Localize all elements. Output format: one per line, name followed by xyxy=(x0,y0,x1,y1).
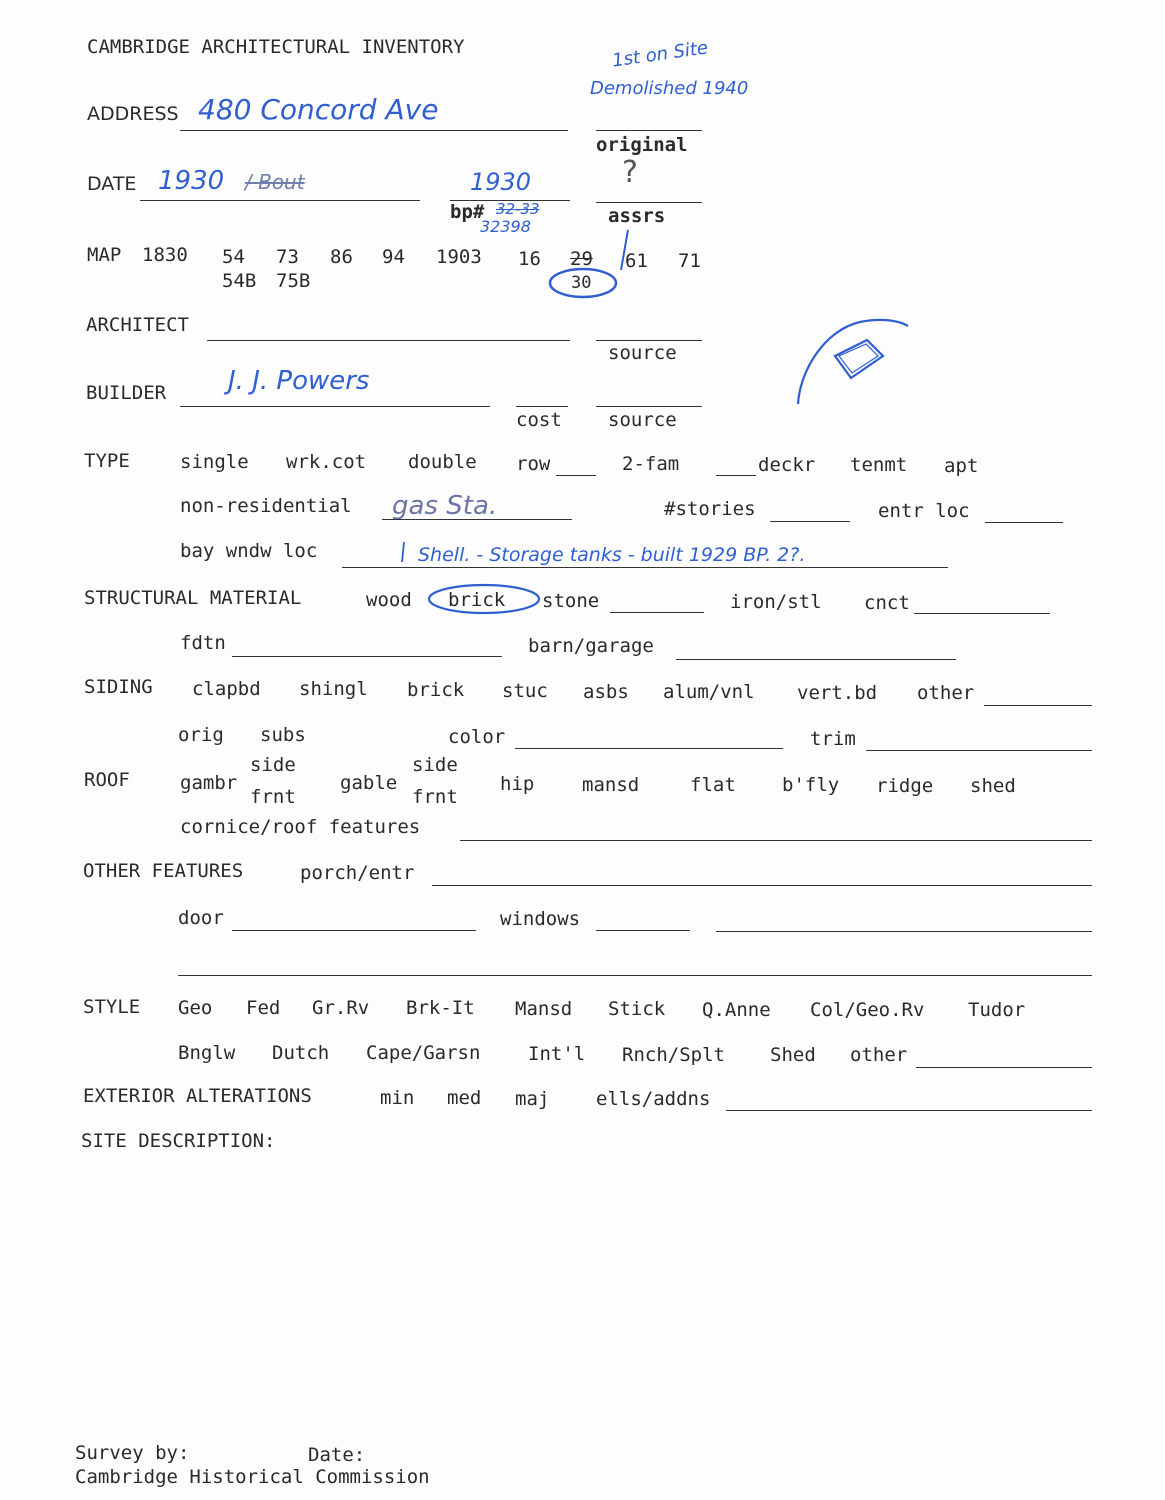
type-apt: apt xyxy=(944,455,979,477)
diamond-mark xyxy=(835,340,883,378)
form-title: CAMBRIDGE ARCHITECTURAL INVENTORY xyxy=(87,36,465,58)
label-subs: subs xyxy=(260,724,306,746)
label-original: original xyxy=(596,134,688,156)
map-75b: 75B xyxy=(276,270,311,292)
style-brk-it: Brk-It xyxy=(406,997,475,1019)
label-non-residential: non-residential xyxy=(180,495,352,517)
label-address: ADDRESS xyxy=(87,103,179,125)
style-cape-garsn: Cape/Garsn xyxy=(366,1042,481,1064)
roof-gable-frnt: frnt xyxy=(412,786,458,808)
type-single: single xyxy=(180,451,249,473)
roof-gable-side: side xyxy=(412,754,458,776)
map-54b: 54B xyxy=(222,270,257,292)
style-shed: Shed xyxy=(770,1044,816,1066)
style-q-anne: Q.Anne xyxy=(702,999,771,1021)
label-orig: orig xyxy=(178,724,224,746)
label-structural-material: STRUCTURAL MATERIAL xyxy=(84,587,302,609)
siding-brick: brick xyxy=(407,679,465,701)
type-tenmt: tenmt xyxy=(850,454,908,476)
label-cost: cost xyxy=(516,409,562,431)
style-fed: Fed xyxy=(246,997,281,1019)
label-door: door xyxy=(178,907,224,929)
struct-stone: stone xyxy=(542,590,600,612)
style-tudor: Tudor xyxy=(968,999,1026,1021)
roof-bfly: b'fly xyxy=(782,774,840,796)
style-stick: Stick xyxy=(608,998,666,1020)
alt-min: min xyxy=(380,1087,415,1109)
struct-wood: wood xyxy=(366,589,412,611)
roof-gambr: gambr xyxy=(180,772,238,794)
label-architect: ARCHITECT xyxy=(86,314,189,336)
map-1830: 1830 xyxy=(142,244,188,266)
siding-alum-vnl: alum/vnl xyxy=(663,681,755,703)
label-builder-source: source xyxy=(608,409,677,431)
bay-note: Shell. - Storage tanks - built 1929 BP. 2?. xyxy=(418,544,806,566)
bp-year: 1930 xyxy=(470,168,532,196)
map-86: 86 xyxy=(330,246,353,268)
label-entr-loc: entr loc xyxy=(878,500,970,522)
label-bp: bp# xyxy=(450,201,485,223)
label-roof: ROOF xyxy=(84,769,130,791)
type-wrk-cot: wrk.cot xyxy=(286,451,367,473)
roof-gambr-frnt: frnt xyxy=(250,786,296,808)
siding-stuc: stuc xyxy=(502,680,548,702)
style-col-geo-rv: Col/Geo.Rv xyxy=(810,999,925,1021)
siding-clapbd: clapbd xyxy=(192,678,261,700)
siding-asbs: asbs xyxy=(583,681,629,703)
label-survey-date: Date: xyxy=(308,1444,366,1466)
label-ells: ells/addns xyxy=(596,1088,711,1110)
struct-iron-stl: iron/stl xyxy=(730,591,822,613)
bp-number: 32398 xyxy=(480,217,531,236)
struct-cnct: cnct xyxy=(864,592,910,614)
alt-med: med xyxy=(447,1087,482,1109)
struct-brick: brick xyxy=(448,589,506,611)
date-struck: / Bout xyxy=(245,170,305,194)
label-type: TYPE xyxy=(84,450,130,472)
roof-shed: shed xyxy=(970,775,1016,797)
label-porch: porch/entr xyxy=(300,862,415,884)
roof-ridge: ridge xyxy=(876,775,934,797)
style-intl: Int'l xyxy=(528,1043,586,1065)
date-value: 1930 xyxy=(158,166,225,196)
roof-hip: hip xyxy=(500,773,535,795)
label-assrs: assrs xyxy=(608,205,666,227)
style-geo: Geo xyxy=(178,997,213,1019)
type-row: row xyxy=(516,453,551,475)
label-style: STYLE xyxy=(83,996,141,1018)
label-builder: BUILDER xyxy=(86,382,167,404)
style-rnch-splt: Rnch/Splt xyxy=(622,1044,725,1066)
label-other-features: OTHER FEATURES xyxy=(83,860,244,882)
address-value: 480 Concord Ave xyxy=(198,93,439,126)
roof-mansd: mansd xyxy=(582,774,640,796)
style-bnglw: Bnglw xyxy=(178,1042,236,1064)
label-survey-by: Survey by: xyxy=(75,1442,190,1464)
label-fdtn: fdtn xyxy=(180,632,226,654)
map-circle-mark xyxy=(550,269,616,297)
map-29: 29 xyxy=(570,248,593,270)
label-commission: Cambridge Historical Commission xyxy=(75,1466,430,1488)
type-2-fam: 2-fam xyxy=(622,453,680,475)
label-map: MAP xyxy=(87,244,122,266)
label-color: color xyxy=(448,726,506,748)
map-1903: 1903 xyxy=(436,246,482,268)
assrs-connector-mark xyxy=(621,230,628,270)
note-demolished: Demolished 1940 xyxy=(590,78,749,99)
label-date: DATE xyxy=(87,173,137,195)
roof-gambr-side: side xyxy=(250,754,296,776)
label-trim: trim xyxy=(810,728,856,750)
siding-other: other xyxy=(917,682,975,704)
label-cornice: cornice/roof features xyxy=(180,816,421,838)
map-16: 16 xyxy=(518,248,541,270)
map-94: 94 xyxy=(382,246,405,268)
siding-vert-bd: vert.bd xyxy=(797,682,878,704)
label-exterior-alterations: EXTERIOR ALTERATIONS xyxy=(83,1085,312,1107)
roof-gable: gable xyxy=(340,772,398,794)
style-gr-rv: Gr.Rv xyxy=(312,997,370,1019)
map-circled-30: 30 xyxy=(571,273,592,293)
label-bay-wndw-loc: bay wndw loc xyxy=(180,540,318,562)
style-other: other xyxy=(850,1044,908,1066)
map-54: 54 xyxy=(222,246,245,268)
map-61: 61 xyxy=(625,250,648,272)
brick-circle-mark xyxy=(429,585,539,613)
alt-maj: maj xyxy=(515,1088,550,1110)
map-71: 71 xyxy=(678,250,701,272)
style-dutch: Dutch xyxy=(272,1042,330,1064)
builder-value: J. J. Powers xyxy=(228,366,370,396)
map-73: 73 xyxy=(276,246,299,268)
label-stories: #stories xyxy=(664,498,756,520)
bp-struck: 32-33 xyxy=(496,200,540,218)
label-barn-garage: barn/garage xyxy=(528,635,654,657)
label-siding: SIDING xyxy=(84,676,153,698)
assrs-mark: ? xyxy=(622,155,638,190)
label-architect-source: source xyxy=(608,342,677,364)
type-double: double xyxy=(408,451,477,473)
label-site-description: SITE DESCRIPTION: xyxy=(81,1130,276,1152)
roof-flat: flat xyxy=(690,774,736,796)
siding-shingl: shingl xyxy=(299,678,368,700)
type-deckr: deckr xyxy=(758,454,816,476)
note-first-on-site: 1st on Site xyxy=(610,37,710,72)
label-windows: windows xyxy=(500,908,581,930)
arc-mark xyxy=(798,320,908,404)
non-residential-value: gas Sta. xyxy=(392,491,498,521)
style-mansd: Mansd xyxy=(515,998,573,1020)
